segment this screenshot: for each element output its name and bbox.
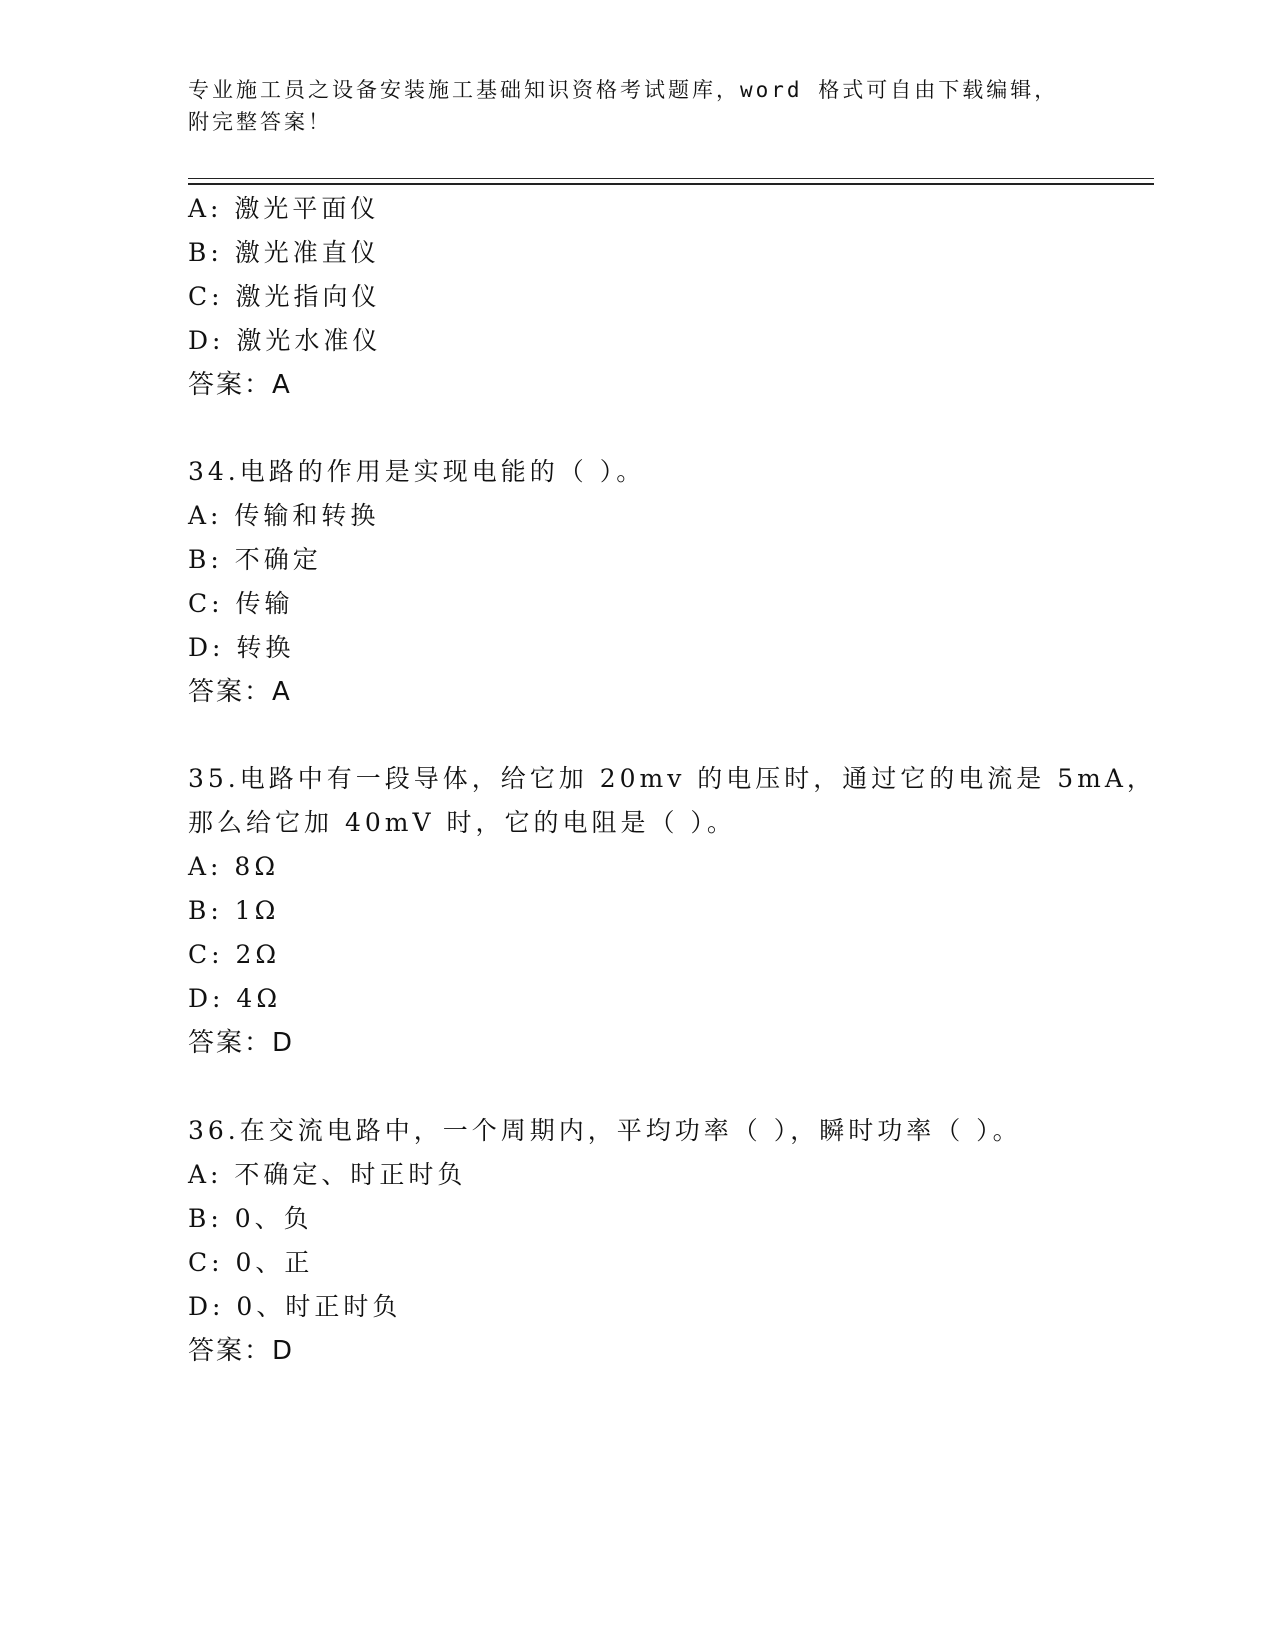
q35-option-d: D: 4Ω [188,984,282,1013]
q36-question: 36.在交流电路中，一个周期内，平均功率（ ），瞬时功率（ ）。 [188,1116,1022,1145]
q36-option-b: B: 0、负 [188,1204,313,1233]
q34-option-d: D: 转换 [188,633,295,662]
header-line-2: 附完整答案！ [188,110,332,134]
q35-option-b: B: 1Ω [188,896,280,925]
q34-option-b: B: 不确定 [188,545,322,574]
q35-question-line-1: 35.电路中有一段导体，给它加 20mv 的电压时，通过它的电流是 5mA， [188,764,1156,793]
q34-option-a: A: 传输和转换 [188,501,380,530]
q35-option-c: C: 2Ω [188,940,281,969]
q36-option-a: A: 不确定、时正时负 [188,1160,467,1189]
header-line-1: 专业施工员之设备安装施工基础知识资格考试题库，word 格式可自由下载编辑， [188,78,1059,102]
q35-option-a: A: 8Ω [188,852,280,881]
document-header [188,74,1088,138]
q36-option-c: C: 0、正 [188,1248,314,1277]
q35-answer: 答案：D [188,1028,295,1058]
q33-option-d: D: 激光水准仪 [188,326,382,355]
header-divider-top [188,178,1154,179]
q34-answer: 答案：A [188,677,292,707]
header-divider-bottom [188,183,1154,185]
q33-answer: 答案：A [188,370,292,400]
q33-option-c: C: 激光指向仪 [188,282,381,311]
q33-option-a: A: 激光平面仪 [188,194,380,223]
q34-option-c: C: 传输 [188,589,294,618]
q36-answer: 答案：D [188,1336,295,1366]
q35-question-line-2: 那么给它加 40mV 时，它的电阻是（ ）。 [188,808,736,837]
q33-option-b: B: 激光准直仪 [188,238,380,267]
q34-question: 34.电路的作用是实现电能的（ ）。 [188,457,646,486]
q36-option-d: D: 0、时正时负 [188,1292,402,1321]
